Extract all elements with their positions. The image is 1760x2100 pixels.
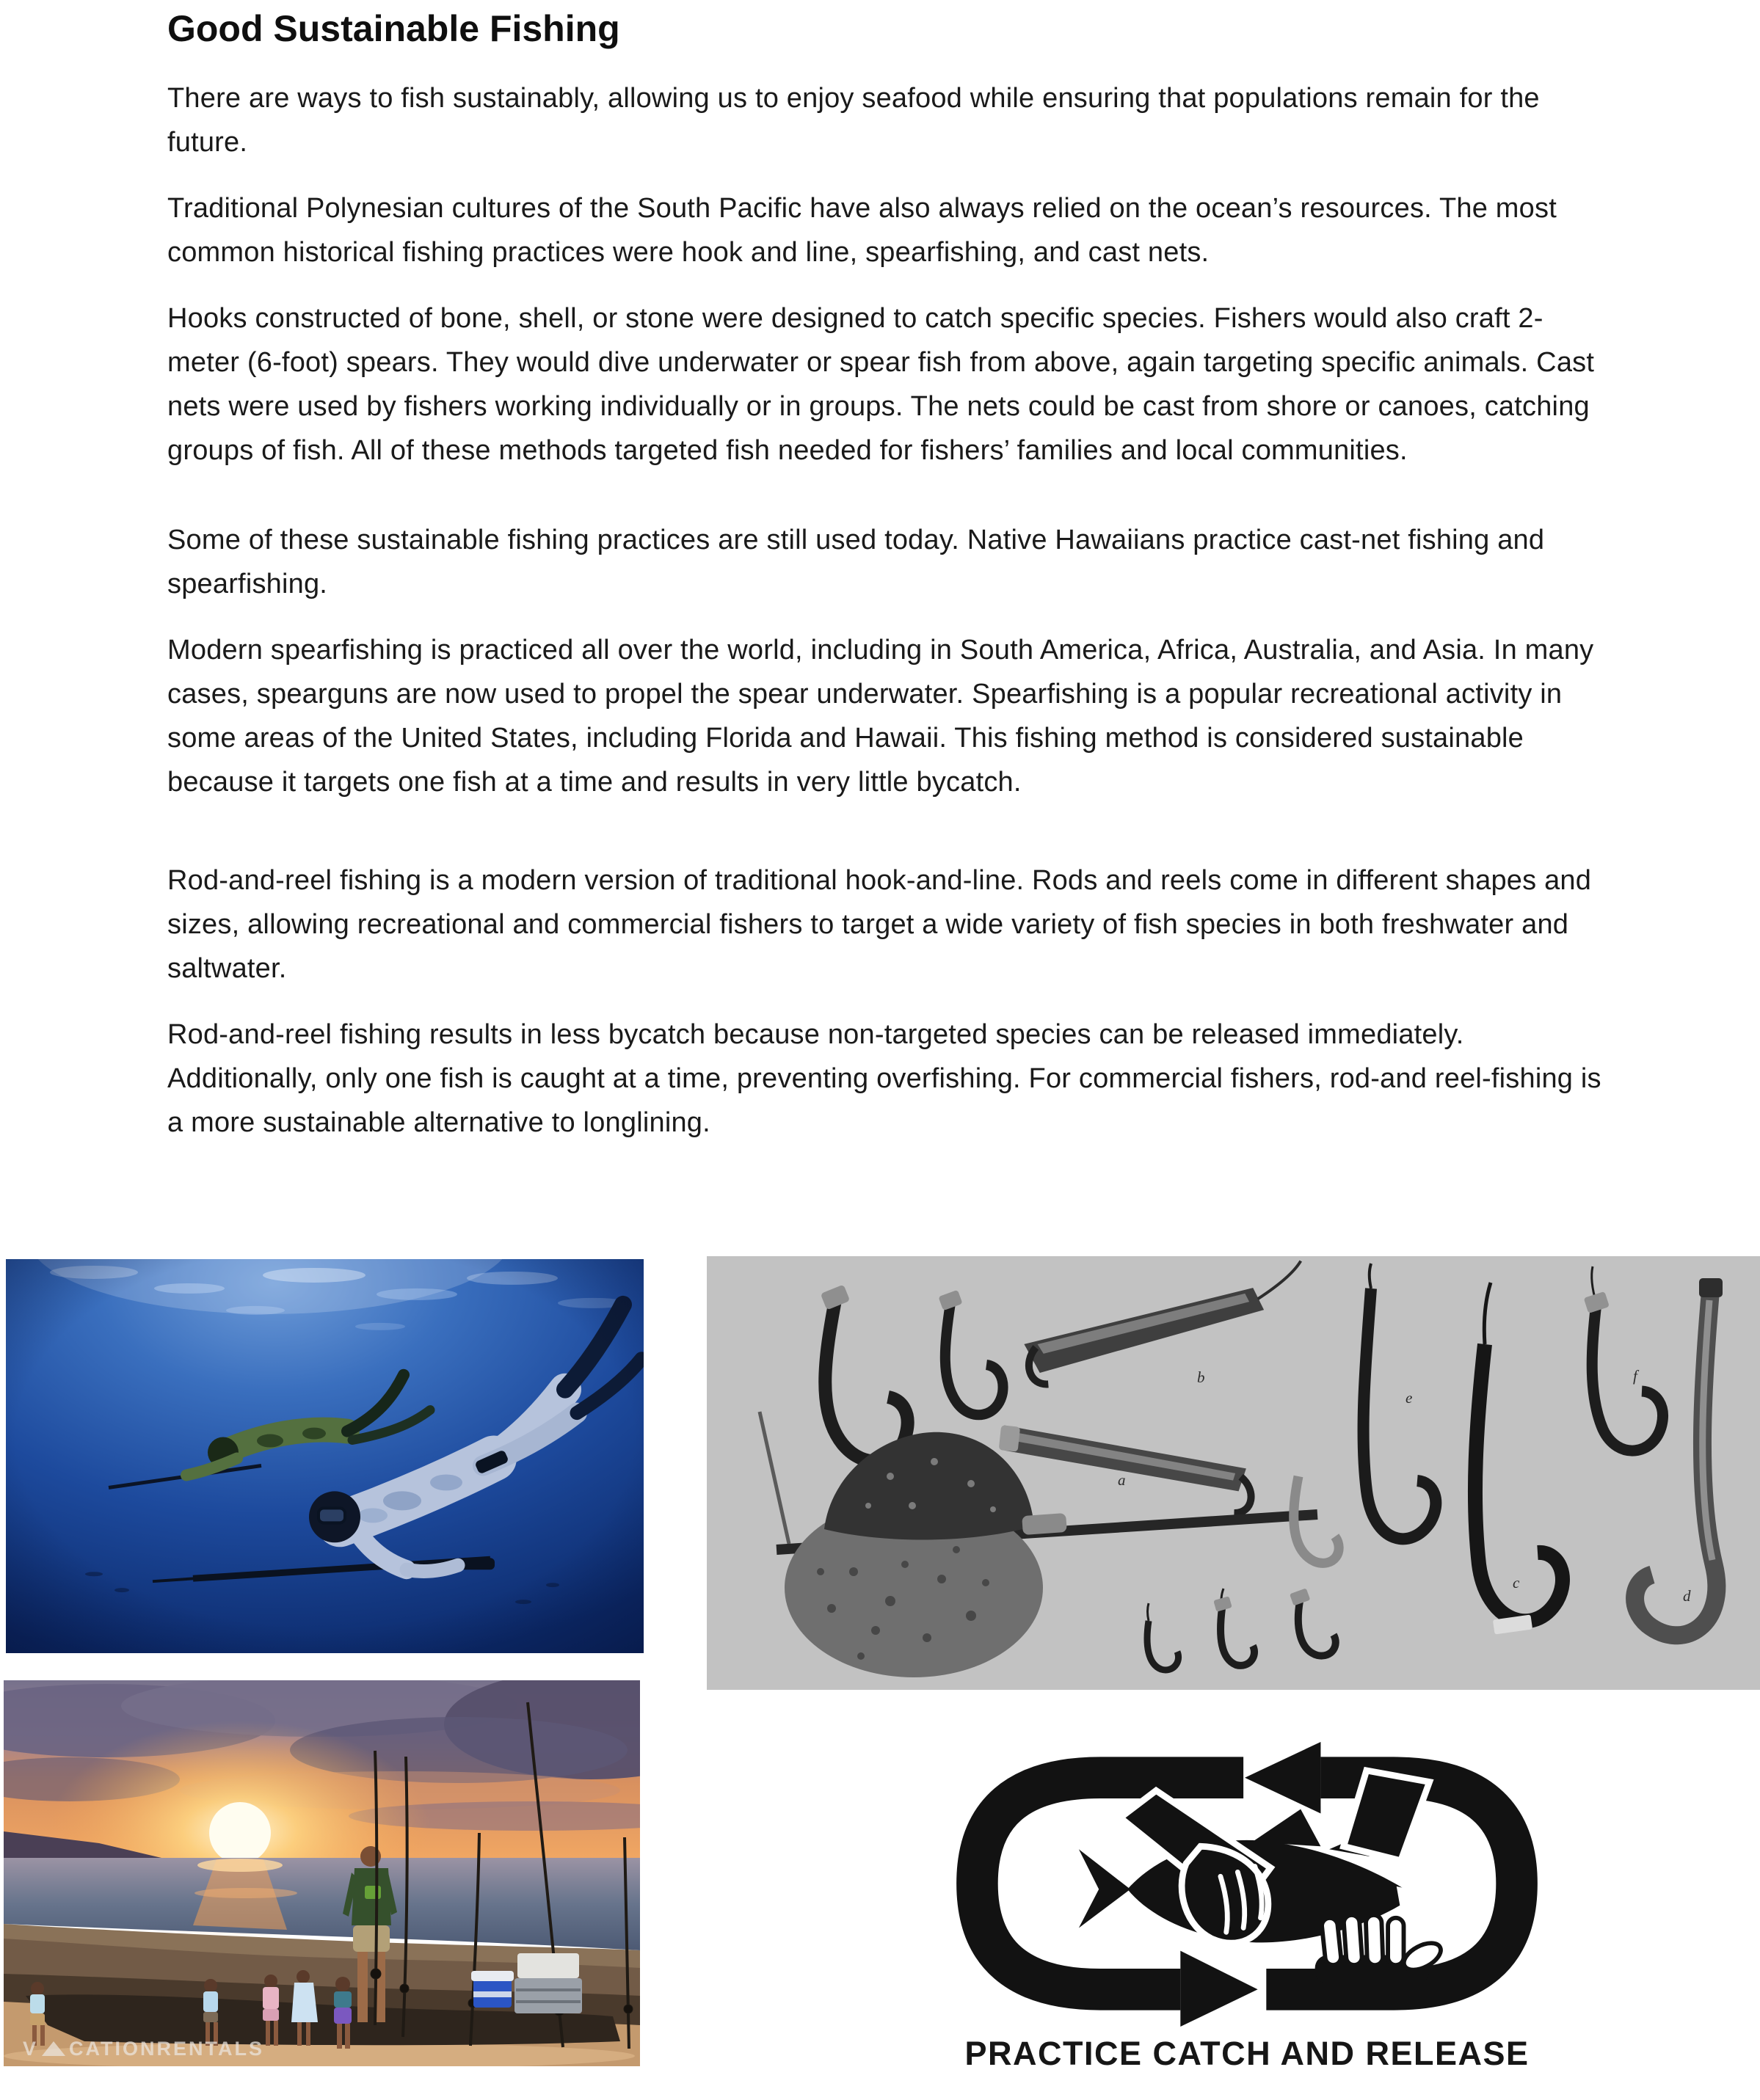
spearfishing-photo-art: [6, 1259, 644, 1653]
fish-hooks-illustration: [707, 1256, 1760, 1690]
label-c: c: [1513, 1574, 1520, 1592]
paragraph-polynesian: Traditional Polynesian cultures of the South Pacific have also always relied on the ocean’s resources. The most common historical fishing practices were hook and line, spearfishing, and cast nets.: [167, 193, 1557, 268]
fish-hooks-art: [707, 1256, 1760, 1690]
left-hand: [1120, 1790, 1270, 1943]
label-b: b: [1197, 1368, 1205, 1386]
label-d: d: [1683, 1587, 1691, 1605]
paragraph-intro: There are ways to fish sustainably, allowing us to enjoy seafood while ensuring that populations remain for the future.: [167, 83, 1540, 158]
sun: [209, 1802, 271, 1864]
watermark-prefix: V: [23, 2038, 39, 2060]
beach-fishing-art: [4, 1680, 640, 2066]
text-column: [167, 0, 1610, 1145]
right-hand: [1315, 1914, 1445, 1983]
paragraph-modern-spearfishing: Modern spearfishing is practiced all over the world, including in South America, Africa, Australia, and Asia. In many cases, spearguns are now used to propel the spear underwater. Spearfishing is a popular recreational activity in some areas of the United States, including Florida and Hawaii. This fishing method is considered sustainable because it targets one fish at a time and results in very little bycatch.: [167, 635, 1594, 798]
paragraph-less-bycatch: Rod-and-reel fishing results in less bycatch because non-targeted species can be released immediately. Additionally, only one fish is caught at a time, preventing overfishing. For commercial fishers, rod-and reel-fishing is a more sustainable alternative to longlining.: [167, 1019, 1601, 1138]
cooler: [471, 1971, 514, 2008]
logo-caption: PRACTICE CATCH AND RELEASE: [964, 2035, 1530, 2072]
paragraph-practices-today: Some of these sustainable fishing practices are still used today. Native Hawaiians practice cast-net fishing and spearfishing.: [167, 525, 1545, 599]
catch-release-logo: [920, 1740, 1574, 2070]
label-a: a: [1118, 1471, 1126, 1489]
label-f: f: [1633, 1367, 1637, 1385]
paragraph-rod-and-reel: Rod-and-reel fishing is a modern version of traditional hook-and-line. Rods and reels come in different shapes and sizes, allowing recreational and commercial fishers to target a wide variety of fish species in both freshwater and saltwater.: [167, 865, 1592, 984]
vacation-rentals-roof-icon: [42, 2041, 65, 2056]
tackle-box: [514, 1953, 582, 2013]
paragraph-hooks-spears: Hooks constructed of bone, shell, or stone were designed to catch specific species. Fishers would also craft 2-meter (6-foot) spears. They would dive underwater or spear fish from above, again targeting specific animals. Cast nets were used by fishers working individually or in groups. The nets could be cast from shore or canoes, catching groups of fish. All of these methods targeted fish needed for fishers’ families and local communities.: [167, 303, 1595, 466]
watermark-suffix: CATIONRENTALS: [69, 2038, 264, 2060]
page-title: Good Sustainable Fishing: [167, 8, 620, 49]
label-e: e: [1406, 1389, 1413, 1407]
catch-release-logo-art: [920, 1740, 1574, 2027]
beach-fishing-photo: [4, 1680, 640, 2066]
spearfishing-photo: [6, 1259, 644, 1653]
photo-watermark: [23, 2039, 264, 2059]
